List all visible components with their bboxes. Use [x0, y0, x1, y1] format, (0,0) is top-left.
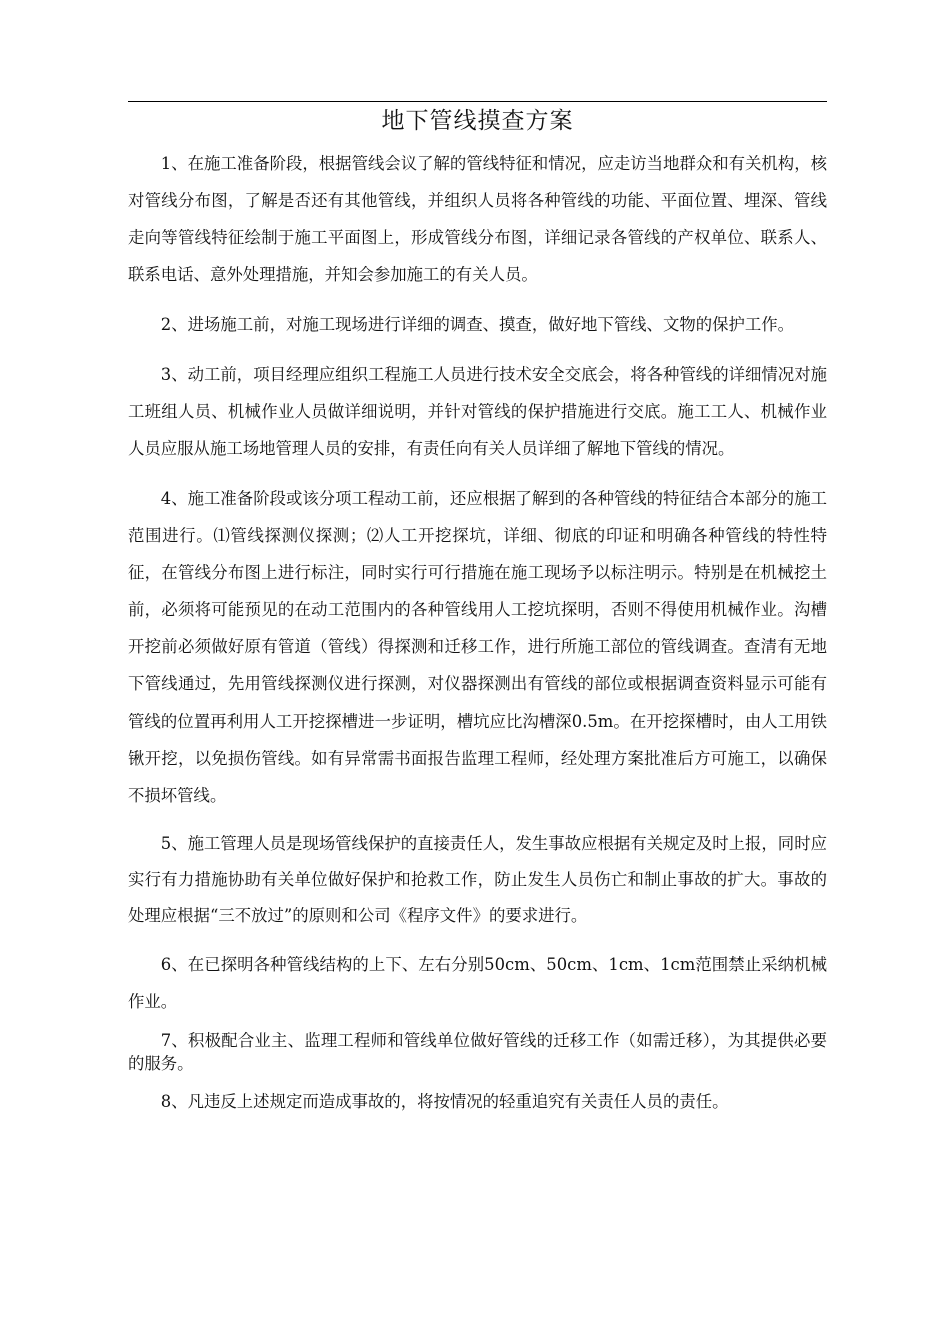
paragraph-2: 2、进场施工前，对施工现场进行详细的调查、摸查，做好地下管线、文物的保护工作。 — [160, 315, 795, 334]
paragraph-5: 5、施工管理人员是现场管线保护的直接责任人，发生事故应根据有关规定及时上报，同时应实行有力措施协助有关单位做好保护和抢救工作，防止发生人员伤亡和制止事故的扩大。事故的处理应根据“三不放过”的原则和公司《程序文件》的要求进行。 — [128, 833, 827, 925]
paragraph-4: 4、施工准备阶段或该分项工程动工前，还应根据了解到的各种管线的特征结合本部分的施工范围进行。⑴管线探测仪探测；⑵人工开挖探坑，详细、彻底的印证和明确各种管线的特性特征，在管线分布图上进行标注，同时实行可行措施在施工现场予以标注明示。特别是在机械挖土前，必须将可能预见的在动工范围内的各种管线用人工挖坑探明，否则不得使用机械作业。沟槽开挖前必须做好原有管道（管线）得探测和迁移工作，进行所施工部位的管线调查。查清有无地下管线通过，先用管线探测仪进行探测，对仪器探测出有管线的部位或根据调查资料显示可能有管线的位置再利用人工开挖探槽进一步证明，槽坑应比沟槽深0.5m。在开挖探槽时，由人工用铁锹开挖，以免损伤管线。如有异常需书面报告监理工程师，经处理方案批准后方可施工，以确保不损坏管线。 — [128, 489, 827, 805]
paragraph-7: 7、积极配合业主、监理工程师和管线单位做好管线的迁移工作（如需迁移），为其提供必要的服务。 — [128, 1030, 827, 1073]
paragraph-1: 1、在施工准备阶段，根据管线会议了解的管线特征和情况，应走访当地群众和有关机构，核对管线分布图，了解是否还有其他管线，并组织人员将各种管线的功能、平面位置、埋深、管线走向等管线特征绘制于施工平面图上，形成管线分布图，详细记录各管线的产权单位、联系人、联系电话、意外处理措施，并知会参加施工的有关人员。 — [128, 154, 827, 284]
header-rule — [128, 101, 827, 102]
paragraph-6: 6、在已探明各种管线结构的上下、左右分别50cm、50cm、1cm、1cm范围禁止采纳机械作业。 — [128, 954, 827, 1011]
paragraph-3: 3、动工前，项目经理应组织工程施工人员进行技术安全交底会，将各种管线的详细情况对施工班组人员、机械作业人员做详细说明，并针对管线的保护措施进行交底。施工工人、机械作业人员应服从施工场地管理人员的安排，有责任向有关人员详细了解地下管线的情况。 — [128, 365, 827, 458]
document-body — [128, 145, 827, 1113]
paragraph-8: 8、凡违反上述规定而造成事故的，将按情况的轻重追究有关责任人员的责任。 — [160, 1091, 729, 1111]
page-title: 地下管线摸查方案 — [381, 108, 574, 134]
